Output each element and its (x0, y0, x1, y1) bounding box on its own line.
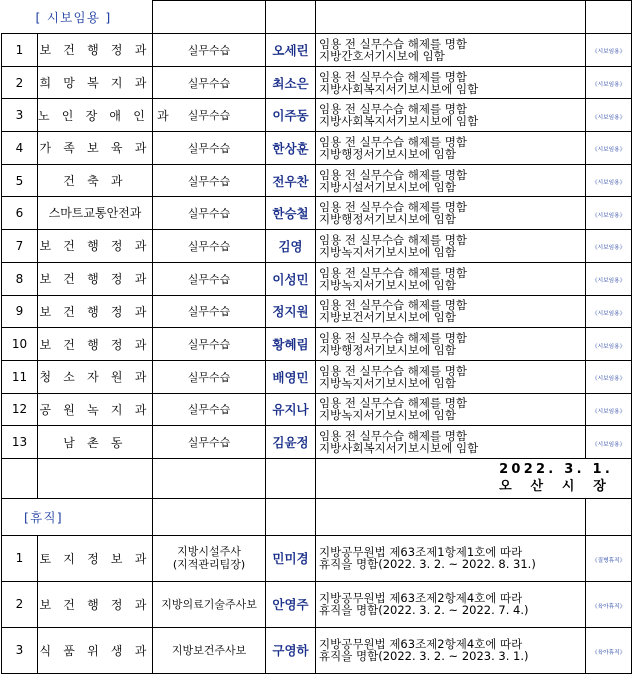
department: 보 건 행 정 과 (38, 295, 153, 328)
rank (153, 627, 266, 673)
table-row (2, 34, 632, 67)
order-text (316, 295, 586, 328)
department: 청 소 자 원 과 (38, 360, 153, 393)
rank: 실무수습 (153, 360, 266, 393)
order-text (316, 99, 586, 132)
row-number: 1 (2, 535, 38, 581)
order-text (316, 426, 586, 459)
section-title-leave: [휴직] (24, 509, 63, 525)
section-header-row-leave (2, 498, 632, 535)
type-note-cell (586, 197, 632, 230)
type-note: 《시보임용》 (591, 211, 626, 219)
row-number: 13 (2, 426, 38, 459)
department: 토 지 정 보 과 (38, 535, 153, 581)
order-line-1: 임용 전 실무수습 해제를 명함 (319, 134, 467, 149)
rank (153, 535, 266, 581)
row-number: 4 (2, 132, 38, 165)
order-line-1: 임용 전 실무수습 해제를 명함 (319, 69, 467, 84)
order-line-2: 지방녹지서기보시보에 임함 (319, 408, 456, 423)
type-note: 《시보임용》 (591, 244, 626, 252)
table-row (2, 360, 632, 393)
department: 남 촌 동 (38, 426, 153, 459)
type-note: 《시보임용》 (591, 375, 626, 382)
row-number: 3 (2, 627, 38, 673)
personnel-table (1, 0, 632, 674)
table-row (2, 230, 632, 263)
order-text (316, 34, 586, 67)
person-name: 이성민 (266, 262, 316, 295)
order-line-1: 임용 전 실무수습 해제를 명함 (319, 102, 467, 117)
order-line-2: 지방행정서기보시보에 임함 (319, 343, 456, 358)
type-note: 《시보임용》 (591, 277, 626, 284)
rank: 실무수습 (153, 295, 266, 328)
date-text: 2022. 3. 1. (499, 462, 614, 478)
department: 보 건 행 정 과 (38, 328, 153, 361)
order-line-1: 지방공무원법 제63조제2항제4호에 따라 (319, 637, 523, 652)
row-number: 7 (2, 230, 38, 263)
type-note-cell (586, 230, 632, 263)
rank (153, 581, 266, 627)
order-line-2: 휴직을 명함(2022. 3. 2. ~ 2023. 3. 1.) (319, 649, 529, 664)
type-note: 《시보임용》 (591, 342, 626, 350)
type-note-cell (586, 627, 632, 673)
order-line-2: 지방사회복지서기보시보에 임함 (319, 114, 479, 129)
row-number: 6 (2, 197, 38, 230)
person-name: 김윤정 (266, 426, 316, 459)
department: 건 축 과 (38, 164, 153, 197)
order-line-2: 지방녹지서기보시보에 임함 (319, 244, 456, 259)
type-note-cell (586, 262, 632, 295)
type-note-cell (586, 295, 632, 328)
signer-text: 오 산 시 장 (499, 479, 614, 495)
row-number: 5 (2, 164, 38, 197)
type-note-cell (586, 328, 632, 361)
order-line-2: 지방녹지서기보시보에 임함 (319, 375, 456, 390)
department: 노 인 장 애 인 과 (38, 99, 153, 132)
rank: 실무수습 (153, 34, 266, 67)
person-name: 민미경 (266, 535, 316, 581)
type-note: 《질병휴직》 (591, 557, 626, 564)
rank: 실무수습 (153, 262, 266, 295)
department: 보 건 행 정 과 (38, 34, 153, 67)
row-number: 12 (2, 393, 38, 426)
row-number: 2 (2, 581, 38, 627)
person-name: 한상훈 (266, 132, 316, 165)
order-line-2: 지방행정서기보시보에 임함 (319, 146, 456, 161)
department: 스마트교통안전과 (38, 197, 153, 230)
order-text (316, 197, 586, 230)
type-note-cell (586, 164, 632, 197)
person-name: 황혜림 (266, 328, 316, 361)
order-line-2: 지방행정서기보시보에 임함 (319, 212, 456, 227)
order-line-1: 임용 전 실무수습 해제를 명함 (319, 363, 467, 378)
rank: 실무수습 (153, 197, 266, 230)
order-line-2: 휴직을 명함(2022. 3. 2. ~ 2022. 7. 4.) (319, 603, 529, 618)
order-line-1: 임용 전 실무수습 해제를 명함 (319, 429, 467, 444)
order-line-1: 임용 전 실무수습 해제를 명함 (319, 36, 467, 51)
person-name: 구영하 (266, 627, 316, 673)
order-line-1: 임용 전 실무수습 해제를 명함 (319, 396, 467, 411)
person-name: 최소은 (266, 66, 316, 99)
table-row (2, 262, 632, 295)
type-note-cell (586, 66, 632, 99)
type-note-cell (586, 581, 632, 627)
type-note: 《시보임용》 (591, 408, 626, 415)
row-number: 3 (2, 99, 38, 132)
person-name: 한승철 (266, 197, 316, 230)
rank: 실무수습 (153, 230, 266, 263)
table-row (2, 164, 632, 197)
rank-line-2: (지적관리팀장) (172, 558, 246, 572)
person-name: 안영주 (266, 581, 316, 627)
department: 희 망 복 지 과 (38, 66, 153, 99)
order-text (316, 262, 586, 295)
date-row (2, 458, 632, 498)
row-number: 2 (2, 66, 38, 99)
order-text (316, 581, 586, 627)
type-note-cell (586, 99, 632, 132)
type-note: 《시보임용》 (591, 440, 626, 448)
order-text (316, 230, 586, 263)
rank: 실무수습 (153, 132, 266, 165)
table-row (2, 426, 632, 459)
table-row (2, 328, 632, 361)
row-number: 10 (2, 328, 38, 361)
table-row (2, 295, 632, 328)
person-name: 오세린 (266, 34, 316, 67)
order-line-2: 지방녹지서기보시보에 임함 (319, 277, 456, 292)
order-text (316, 627, 586, 673)
order-line-2: 지방간호서기시보에 임함 (319, 48, 445, 63)
order-line-2: 지방사회복지서기보시보에 임함 (319, 81, 479, 96)
row-number: 1 (2, 34, 38, 67)
table-row (2, 132, 632, 165)
table-row (2, 581, 632, 627)
appointment-rows (2, 34, 632, 459)
type-note-cell (586, 393, 632, 426)
section-header-row (2, 1, 632, 34)
order-line-1: 지방공무원법 제63조제1항제1호에 따라 (319, 545, 523, 560)
type-note: 《시보임용》 (591, 179, 626, 186)
rank-line-1: 지방보건주사보 (171, 643, 247, 657)
order-text (316, 535, 586, 581)
person-name: 전우찬 (266, 164, 316, 197)
type-note-cell (586, 426, 632, 459)
order-line-1: 임용 전 실무수습 해제를 명함 (319, 200, 467, 215)
department: 식 품 위 생 과 (38, 627, 153, 673)
type-note: 《시보임용》 (591, 48, 626, 56)
order-line-1: 임용 전 실무수습 해제를 명함 (319, 265, 467, 280)
order-text (316, 360, 586, 393)
type-note-cell (586, 535, 632, 581)
order-text (316, 328, 586, 361)
rank: 실무수습 (153, 99, 266, 132)
rank: 실무수습 (153, 328, 266, 361)
order-line-1: 임용 전 실무수습 해제를 명함 (319, 331, 467, 346)
person-name: 이주동 (266, 99, 316, 132)
table-row (2, 535, 632, 581)
rank: 실무수습 (153, 426, 266, 459)
rank-line-1: 지방시설주사 (177, 545, 241, 559)
type-note: 《시보임용》 (591, 146, 626, 154)
order-text (316, 164, 586, 197)
person-name: 정지원 (266, 295, 316, 328)
department: 가 족 보 육 과 (38, 132, 153, 165)
section-title-appointment: [ 시보임용 ] (35, 9, 112, 25)
type-note: 《시보임용》 (591, 309, 626, 317)
table-row (2, 393, 632, 426)
order-line-2: 지방시설서기보시보에 임함 (319, 179, 456, 194)
person-name: 배영민 (266, 360, 316, 393)
type-note: 《육아휴직》 (591, 603, 626, 610)
person-name: 유지나 (266, 393, 316, 426)
type-note: 《육아휴직》 (591, 649, 626, 656)
row-number: 11 (2, 360, 38, 393)
type-note: 《시보임용》 (591, 81, 626, 88)
rank: 실무수습 (153, 164, 266, 197)
order-line-2: 지방보건서기보시보에 임함 (319, 310, 456, 325)
order-line-1: 임용 전 실무수습 해제를 명함 (319, 298, 467, 313)
order-line-1: 지방공무원법 제63조제2항제4호에 따라 (319, 591, 523, 606)
person-name: 김영 (266, 230, 316, 263)
type-note-cell (586, 360, 632, 393)
order-text (316, 393, 586, 426)
type-note: 《시보임용》 (591, 113, 626, 121)
table-row (2, 197, 632, 230)
type-note-cell (586, 132, 632, 165)
order-text (316, 66, 586, 99)
leave-rows (2, 535, 632, 673)
rank: 실무수습 (153, 66, 266, 99)
order-line-2: 휴직을 명함(2022. 3. 2. ~ 2022. 8. 31.) (319, 557, 536, 572)
rank: 실무수습 (153, 393, 266, 426)
department: 공 원 녹 지 과 (38, 393, 153, 426)
table-row (2, 627, 632, 673)
order-text (316, 132, 586, 165)
department: 보 건 행 정 과 (38, 262, 153, 295)
order-line-2: 지방사회복지서기보시보에 임함 (319, 441, 479, 456)
order-line-1: 임용 전 실무수습 해제를 명함 (319, 167, 467, 182)
type-note-cell (586, 34, 632, 67)
department: 보 건 행 정 과 (38, 230, 153, 263)
rank-line-1: 지방의료기술주사보 (161, 597, 257, 611)
row-number: 8 (2, 262, 38, 295)
table-row (2, 66, 632, 99)
order-line-1: 임용 전 실무수습 해제를 명함 (319, 232, 467, 247)
row-number: 9 (2, 295, 38, 328)
department: 보 건 행 정 과 (38, 581, 153, 627)
table-row (2, 99, 632, 132)
